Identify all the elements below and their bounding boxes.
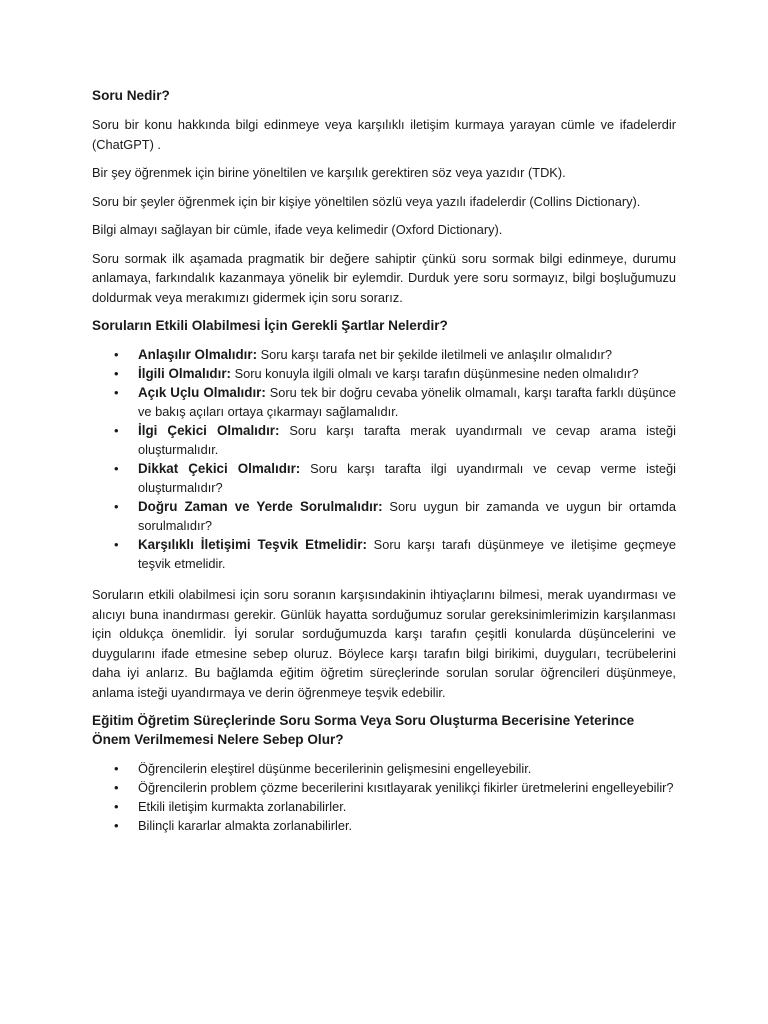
consequence-text: Bilinçli kararlar almakta zorlanabilirler. (138, 818, 353, 833)
condition-text: Soru konuyla ilgili olmalı ve karşı tarafın düşünmesine neden olmalıdır? (231, 366, 639, 381)
definition-paragraph: Bilgi almayı sağlayan bir cümle, ifade veya kelimedir (Oxford Dictionary). (92, 222, 503, 237)
list-item (114, 759, 676, 778)
bullet-icon: • (114, 366, 119, 381)
bullet-icon: • (114, 537, 119, 552)
bullet-icon: • (114, 385, 119, 400)
bullet-icon: • (114, 761, 119, 776)
condition-text: Soru karşı tarafı düşünmeye ve iletişime geçmeye teşvik etmelidir. (138, 537, 676, 571)
section-title-consequences: Eğitim Öğretim Süreçlerinde Soru Sorma Veya Soru Oluşturma Becerisine Yeterince Önem Verilmemesi Nelere Sebep Olur? (92, 713, 635, 747)
condition-term: Doğru Zaman ve Yerde Sorulmalıdır: (138, 499, 383, 514)
condition-term: İlgi Çekici Olmalıdır: (138, 423, 280, 438)
consequence-text: Öğrencilerin eleştirel düşünme becerilerinin gelişmesini engelleyebilir. (138, 761, 532, 776)
bullet-icon: • (114, 818, 119, 833)
bullet-icon: • (114, 799, 119, 814)
conditions-list (92, 345, 676, 573)
consequences-list (92, 759, 676, 835)
condition-term: Anlaşılır Olmalıdır: (138, 347, 258, 362)
effective-questions-paragraph: Soruların etkili olabilmesi için soru soranın karşısındakinin ihtiyaçlarını bilmesi, merak uyandırması ve alıcıyı buna inandırması gerekir. Günlük hayatta sorduğumuz sorular gereksinimlerimizin karşılanması için oldukça önemlidir. İyi sorular sorduğumuzda karşı tarafın çeşitli konularda düşüncelerini ve duygularını ifade etmesine sebep oluruz. Böylece karşı tarafın bilgi birikimi, duyguları, tecrübelerini daha iyi anlarız. Bu bağlamda eğitim öğretim süreçlerinde sorulan sorular öğrencileri düşünmeye, anlama isteği uyandırmaya ve derin öğrenmeye teşvik edebilir. (92, 587, 676, 700)
consequence-text: Etkili iletişim kurmakta zorlanabilirler. (138, 799, 347, 814)
condition-text: Soru karşı tarafta ilgi uyandırmalı ve cevap verme isteği oluşturmalıdır? (138, 461, 676, 495)
list-item (114, 345, 676, 364)
section-title-conditions: Soruların Etkili Olabilmesi İçin Gerekli Şartlar Nelerdir? (92, 318, 448, 333)
definition-paragraph: Soru bir şeyler öğrenmek için bir kişiye yöneltilen sözlü veya yazılı ifadelerdir (Collins Dictionary). (92, 193, 641, 209)
bullet-icon: • (114, 423, 119, 438)
section-title-soru-nedir: Soru Nedir? (92, 88, 170, 103)
definition-paragraph: Soru bir konu hakkında bilgi edinmeye veya karşılıklı iletişim kurmaya yarayan cümle ve ifadelerdir (ChatGPT) . (92, 117, 676, 152)
list-item (114, 816, 676, 835)
pragmatic-paragraph: Soru sormak ilk aşamada pragmatik bir değere sahiptir çünkü soru sormak bilgi edinmeye, durumu anlamaya, farkındalık kazanmaya yönelik bir eylemdir. Durduk yere soru sormayız, bilgi boşluğumuzu doldurmak veya merakımızı gidermek için soru sorarız. (92, 250, 676, 305)
bullet-icon: • (114, 461, 119, 476)
condition-term: İlgili Olmalıdır: (138, 366, 232, 381)
bullet-icon: • (114, 347, 119, 362)
list-item (114, 421, 676, 459)
condition-text: Soru uygun bir zamanda ve uygun bir ortamda sorulmalıdır? (138, 499, 676, 533)
condition-term: Dikkat Çekici Olmalıdır: (138, 461, 301, 476)
condition-term: Açık Uçlu Olmalıdır: (138, 385, 266, 400)
list-item (114, 778, 676, 797)
list-item (114, 364, 676, 383)
list-item (114, 459, 676, 497)
list-item (114, 535, 676, 573)
condition-term: Karşılıklı İletişimi Teşvik Etmelidir: (138, 537, 367, 552)
condition-text: Soru karşı tarafa net bir şekilde iletilmeli ve anlaşılır olmalıdır? (257, 347, 612, 362)
condition-text: Soru karşı tarafta merak uyandırmalı ve cevap arama isteği oluşturmalıdır. (138, 423, 676, 457)
definition-paragraph: Bir şey öğrenmek için birine yöneltilen ve karşılık gerektiren söz veya yazıdır (TDK). (92, 165, 566, 180)
list-item (114, 383, 676, 421)
bullet-icon: • (114, 499, 119, 514)
condition-text: Soru tek bir doğru cevaba yönelik olmamalı, karşı tarafta farklı düşünce ve bakış açıları ortaya çıkarmayı sağlamalıdır. (138, 385, 676, 419)
list-item (114, 497, 676, 535)
consequence-text: Öğrencilerin problem çözme becerilerini kısıtlayarak yenilikçi fikirler üretmelerini engelleyebilir? (138, 780, 674, 795)
bullet-icon: • (114, 780, 119, 795)
list-item (114, 797, 676, 816)
